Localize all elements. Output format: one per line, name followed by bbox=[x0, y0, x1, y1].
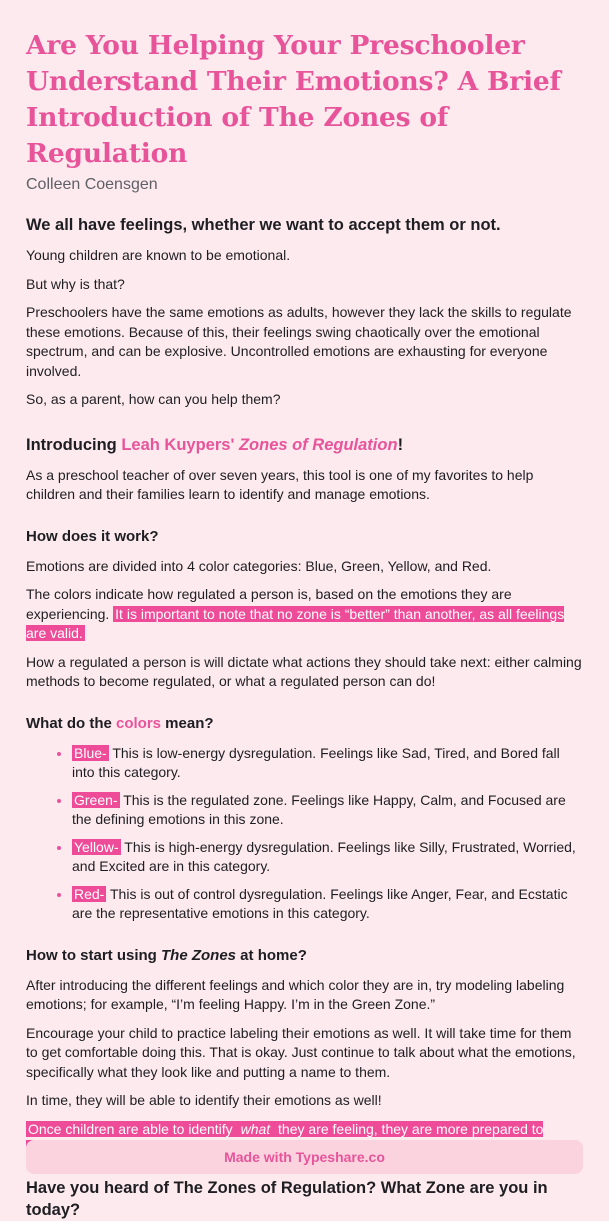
article-title: Are You Helping Your Preschooler Understand Their Emotions? A Brief Introduction of The Zones of Regulation bbox=[26, 30, 561, 169]
section-heading-colors bbox=[26, 714, 583, 734]
zone-label: Green- bbox=[74, 791, 118, 808]
paragraph: So, as a parent, how can you help them? bbox=[26, 391, 281, 407]
heading-italic: The Zones bbox=[161, 946, 237, 964]
paragraph: In time, they will be able to identify their emotions as well! bbox=[26, 1092, 382, 1108]
heading-text: ! bbox=[397, 435, 404, 454]
paragraph: How a regulated a person is will dictate what actions they should take next: either calming methods to become regulated, or what a regulated person can do! bbox=[26, 653, 582, 689]
section-heading-start-using bbox=[26, 946, 583, 966]
paragraph: Emotions are divided into 4 color categories: Blue, Green, Yellow, and Red. bbox=[26, 557, 492, 574]
list-item-blue bbox=[72, 744, 583, 783]
paragraph bbox=[26, 585, 583, 644]
paragraph: Preschoolers have the same emotions as adults, however they lack the skills to regulate these emotions. Because of this, their feelings swing chaotically over the emotional spectrum, and can be explosive. Uncontrolled emotions are exhausting for everyone involved. bbox=[26, 304, 572, 379]
zone-description: This is high-energy dysregulation. Feelings like Silly, Frustrated, Worried, and Excited are in this category. bbox=[72, 838, 576, 874]
author-name: Colleen Coensgen bbox=[26, 176, 158, 193]
paragraph: Young children are known to be emotional. bbox=[26, 247, 291, 263]
zones-list bbox=[26, 744, 583, 924]
typeshare-footer[interactable]: Made with Typeshare.co bbox=[26, 1140, 583, 1174]
zone-description: This is low-energy dysregulation. Feelings like Sad, Tired, and Bored fall into this category. bbox=[72, 744, 560, 780]
heading-text: How to start using bbox=[26, 946, 161, 964]
paragraph: But why is that? bbox=[26, 275, 125, 292]
paragraph: As a preschool teacher of over seven years, this tool is one of my favorites to help children and their families learn to identify and manage emotions. bbox=[26, 466, 534, 502]
colors-word: colors bbox=[116, 714, 162, 732]
zone-label: Blue- bbox=[74, 744, 107, 761]
heading-text: What do the bbox=[26, 714, 116, 732]
section-heading-how-it-works: How does it work? bbox=[26, 527, 159, 545]
paragraph: After introducing the different feelings and which color they are in, try modeling labeling emotions; for example, “I’m feeling Happy. I’m in the Green Zone.” bbox=[26, 976, 565, 1012]
paragraph: Encourage your child to practice labeling their emotions as well. It will take time for them to get comfortable doing this. That is okay. Just continue to talk about what the emotions, specifically what they look like and putting a name to them. bbox=[26, 1024, 576, 1080]
list-item-red bbox=[72, 885, 583, 924]
closing-question: Have you heard of The Zones of Regulation? What Zone are you in today? bbox=[26, 1178, 548, 1219]
book-title: Zones of Regulation bbox=[238, 435, 398, 454]
list-item-green bbox=[72, 791, 583, 830]
section-heading-feelings: We all have feelings, whether we want to accept them or not. bbox=[26, 216, 501, 234]
highlighted-text: they are feeling, they are more prepared to bbox=[26, 1121, 543, 1157]
highlighted-italic: what bbox=[240, 1120, 271, 1137]
heading-text: at home? bbox=[236, 946, 307, 964]
highlighted-text: It is important to note that no zone is “better” than another, as all feelings are valid. bbox=[26, 605, 565, 641]
section-heading-introducing bbox=[26, 434, 583, 456]
zone-description: This is the regulated zone. Feelings like Happy, Calm, and Focused are the defining emotions in this zone. bbox=[72, 791, 566, 827]
list-item-yellow bbox=[72, 838, 583, 877]
zone-label: Yellow- bbox=[74, 838, 119, 855]
zone-description: This is out of control dysregulation. Feelings like Anger, Fear, and Ecstatic are the representative emotions in this category. bbox=[72, 885, 568, 921]
heading-text: mean? bbox=[161, 714, 214, 732]
author-reference: Leah Kuypers' bbox=[121, 435, 239, 454]
highlighted-text: Once children are able to identify bbox=[28, 1120, 237, 1137]
heading-text: Introducing bbox=[26, 435, 122, 454]
paragraph-text: The colors indicate how regulated a person is, based on the emotions they are experiencing. bbox=[26, 586, 512, 622]
zone-label: Red- bbox=[74, 885, 105, 902]
